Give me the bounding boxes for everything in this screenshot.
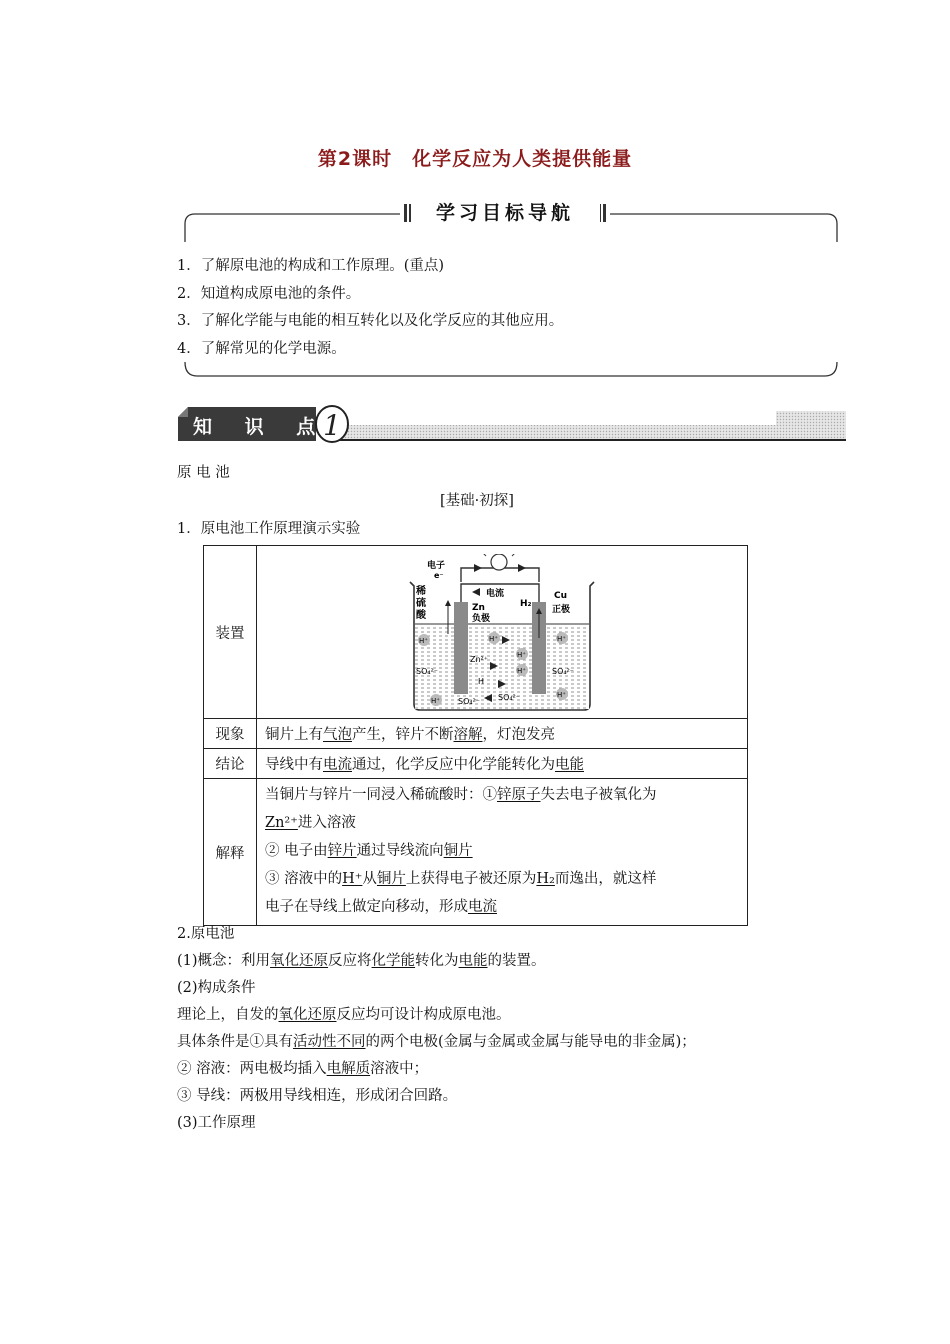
text-fragment: 而逸出，就这样	[554, 871, 657, 887]
answer: 化学能	[371, 953, 416, 969]
answer: 氧化还原	[270, 953, 329, 969]
heading-2: 2.原电池	[177, 926, 235, 942]
text-fragment: ② 电子由	[265, 843, 328, 859]
section-badge-label: 知 识 点	[193, 416, 329, 438]
condition-1	[177, 1030, 696, 1051]
condition-2	[177, 1057, 428, 1078]
label-electron: 电子	[427, 561, 446, 571]
text-fragment: 的两个电极(金属与金属或金属与能导电的非金属)；	[365, 1034, 696, 1050]
text-fragment: 反应均可设计构成原电池。	[336, 1007, 511, 1023]
answer: 电能	[458, 953, 488, 969]
text-fragment: ，灯泡发亮	[482, 727, 555, 743]
tag-label: [基础·初探]	[440, 493, 514, 509]
answer: 溶解	[453, 727, 483, 743]
row-head-explanation: 解释	[204, 779, 257, 926]
answer: H⁺	[342, 871, 363, 887]
label-cu: Cu	[554, 591, 568, 601]
cell-explanation	[257, 779, 748, 926]
label-hplus: H⁺	[419, 637, 428, 645]
answer: 锌原子	[497, 787, 541, 803]
text-fragment: 铜片上有	[265, 727, 323, 743]
text-fragment: 转化为	[415, 953, 459, 969]
objective-item: 1．了解原电池的构成和工作原理。(重点)	[177, 258, 445, 274]
section-badge-number: 1	[323, 409, 341, 442]
label-e: e⁻	[434, 571, 444, 580]
experiment-table	[203, 545, 748, 926]
label-hplus: H⁺	[517, 651, 526, 659]
row-head-conclusion: 结论	[204, 749, 257, 779]
text-fragment: 从	[362, 871, 377, 887]
answer: 电流	[323, 757, 352, 773]
section-title: 原 电 池	[177, 465, 230, 481]
text-fragment: (1)概念：利用	[177, 953, 271, 969]
text-fragment: 通过，化学反应中化学能转化为	[352, 757, 555, 773]
page-title: 第2课时 化学反应为人类提供能量	[317, 148, 633, 170]
objective-item: 4．了解常见的化学电源。	[177, 340, 346, 357]
answer: 氧化还原	[278, 1007, 337, 1023]
label-so4: SO₄²⁻	[498, 693, 521, 702]
answer: 铜片	[443, 843, 473, 859]
cell-phenomenon	[257, 719, 748, 749]
condition-3: ③ 导线：两极用导线相连，形成闭合回路。	[177, 1088, 458, 1104]
label-pos: 正极	[552, 605, 571, 615]
label-hplus: H⁺	[431, 697, 440, 705]
objectives-heading	[400, 198, 610, 228]
label-neg: 负极	[472, 614, 491, 624]
text-fragment: ② 溶液：两电极均插入	[177, 1061, 327, 1077]
label-so4: SO₄²⁻	[416, 667, 439, 676]
answer: 锌片	[327, 843, 357, 859]
text-fragment: 具体条件是①具有	[177, 1034, 293, 1050]
text-fragment: 失去电子被氧化为	[540, 787, 657, 803]
theory-line	[177, 1003, 511, 1024]
label-so4: SO₄²⁻	[458, 697, 481, 706]
answer: 电解质	[326, 1061, 371, 1077]
objective-item: 3．了解化学能与电能的相互转化以及化学反应的其他应用。	[177, 313, 564, 329]
text-fragment: 导线中有	[265, 757, 323, 773]
label-acid-1: 稀	[416, 586, 426, 597]
text-fragment: 溶液中；	[370, 1061, 429, 1077]
label-h: H	[478, 677, 485, 686]
label-hplus: H⁺	[557, 635, 566, 643]
conditions-heading: (2)构成条件	[177, 980, 256, 996]
text-fragment: 进入溶液	[297, 815, 356, 831]
text-fragment: 上获得电子被还原为	[405, 871, 537, 887]
galvanic-cell-diagram	[402, 554, 602, 714]
heading-1: 1．原电池工作原理演示实验	[177, 521, 361, 537]
label-hplus: H⁺	[489, 635, 498, 643]
label-hplus: H⁺	[517, 667, 526, 675]
objectives-list	[177, 253, 563, 363]
principle-heading: (3)工作原理	[177, 1115, 256, 1131]
label-so4: SO₄²⁻	[552, 667, 575, 676]
label-acid-3: 酸	[416, 610, 426, 621]
objectives-heading-text: 学习目标导航	[435, 202, 574, 224]
label-zn: Zn	[472, 603, 485, 613]
label-acid-2: 硫	[416, 598, 426, 609]
objective-item: 2．知道构成原电池的条件。	[177, 285, 361, 302]
text-fragment: 理论上，自发的	[177, 1007, 279, 1023]
text-fragment: ③ 溶液中的	[265, 871, 343, 887]
answer: 电流	[468, 899, 497, 915]
row-head-device: 装置	[204, 546, 257, 719]
cell-diagram	[257, 546, 748, 719]
row-head-phenomenon: 现象	[204, 719, 257, 749]
answer: 活动性不同	[293, 1034, 366, 1050]
answer: Zn²⁺	[265, 815, 298, 831]
text-fragment: 电子在导线上做定向移动，形成	[265, 899, 468, 915]
text-fragment: 当铜片与锌片一同浸入稀硫酸时：①	[265, 787, 497, 803]
text-fragment: 的装置。	[487, 953, 546, 969]
label-current: 电流	[486, 589, 505, 599]
concept-line	[177, 949, 546, 970]
answer: 电能	[555, 757, 584, 773]
answer: 气泡	[323, 727, 352, 743]
text-fragment: 产生，锌片不断	[352, 727, 454, 743]
answer: 铜片	[376, 871, 406, 887]
cell-conclusion	[257, 749, 748, 779]
label-hplus: H⁺	[557, 691, 566, 699]
text-fragment: 反应将	[328, 953, 372, 969]
label-h2: H₂	[520, 599, 532, 609]
text-fragment: 通过导线流向	[356, 843, 444, 859]
answer: H₂	[536, 871, 555, 887]
label-zn2: Zn²⁺	[470, 655, 488, 664]
